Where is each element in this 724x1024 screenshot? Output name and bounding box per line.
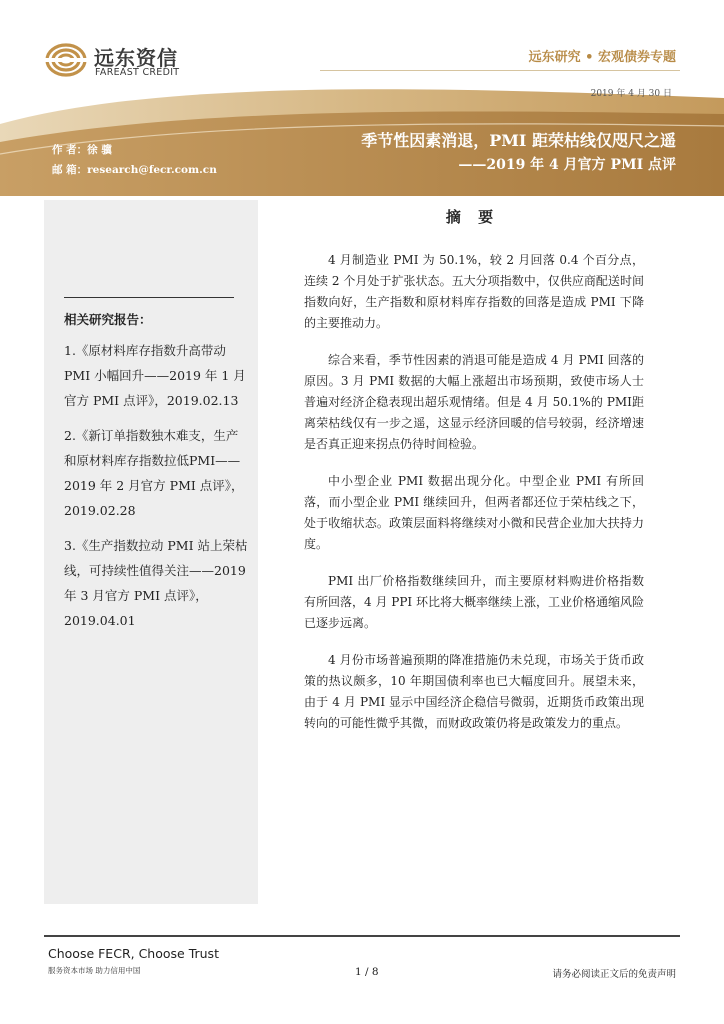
footer-disclaimer: 请务必阅读正文后的免责声明 <box>552 969 676 980</box>
logo-name-en: FAREAST CREDIT <box>95 67 180 78</box>
summary-heading: 摘 要 <box>445 208 500 226</box>
related-reports-list <box>64 338 250 643</box>
report-date: 2019 年 4 月 30 日 <box>590 89 672 99</box>
footer-slogan-en: Choose FECR, Choose Trust <box>48 946 219 961</box>
report-subtitle: ——2019 年 4 月官方 PMI 点评 <box>458 157 676 173</box>
footer-divider <box>44 935 680 937</box>
sidebar-divider <box>64 297 234 298</box>
sidebar-panel <box>44 200 258 904</box>
footer-slogan-cn: 服务资本市场 助力信用中国 <box>48 966 141 975</box>
author-line: 作 者：徐 骥 <box>52 144 112 156</box>
summary-paragraph: 4 月制造业 PMI 为 50.1%，较 2 月回落 0.4 个百分点，连续 2 个月处于扩张状态。五大分项指数中，仅供应商配送时间指数向好，生产指数和原材料库存指数的回落是造成 PMI 下降的主要推动力。 <box>304 253 644 330</box>
email-line: 邮 箱：research@fecr.com.cn <box>52 164 217 176</box>
page-number: 1 / 8 <box>355 966 379 978</box>
logo-name-cn: 远东资信 <box>94 46 178 70</box>
report-title: 季节性因素消退，PMI 距荣枯线仅咫尺之遥 <box>361 131 676 150</box>
logo-mark-icon <box>44 40 88 80</box>
company-logo <box>44 40 214 80</box>
summary-paragraph: 综合来看，季节性因素的消退可能是造成 4 月 PMI 回落的原因。3 月 PMI 数据的大幅上涨超出市场预期，致使市场人士普遍对经济企稳表现出超乐观情绪。但是 4 月 50.1%的 PMI距离荣枯线仅有一步之遥，这显示经济回暖的信号较弱，经济增速是否真正迎来拐点仍待时间检验。 <box>304 353 644 451</box>
summary-body <box>304 250 644 750</box>
summary-paragraph: 中小型企业 PMI 数据出现分化。中型企业 PMI 有所回落，而小型企业 PMI 继续回升，但两者都还位于荣枯线之下，处于收缩状态。政策层面料将继续对小微和民营企业加大扶持力度。 <box>304 474 644 551</box>
summary-paragraph: 4 月份市场普遍预期的降准措施仍未兑现，市场关于货币政策的热议颇多，10 年期国债利率也已大幅度回升。展望未来，由于 4 月 PMI 显示中国经济企稳信号微弱，近期货币政策出现转向的可能性微乎其微，而财政政策仍将是政策发力的重点。 <box>304 653 644 730</box>
related-report-item: 3.《生产指数拉动 PMI 站上荣枯线，可持续性值得关注——2019 年 3 月官方 PMI 点评》，2019.04.01 <box>64 538 248 628</box>
report-series-label: 远东研究 • 宏观债券专题 <box>528 50 676 65</box>
related-report-item: 2.《新订单指数独木难支，生产和原材料库存指数拉低PMI——2019 年 2 月官方 PMI 点评》，2019.02.28 <box>64 428 244 518</box>
summary-paragraph: PMI 出厂价格指数继续回升，而主要原材料购进价格指数有所回落，4 月 PPI 环比将大概率继续上涨，工业价格通缩风险已逐步远离。 <box>304 574 644 630</box>
header-divider <box>320 70 680 71</box>
related-reports-title: 相关研究报告： <box>64 312 152 327</box>
related-report-item: 1.《原材料库存指数升高带动PMI 小幅回升——2019 年 1 月官方 PMI 点评》，2019.02.13 <box>64 343 246 408</box>
